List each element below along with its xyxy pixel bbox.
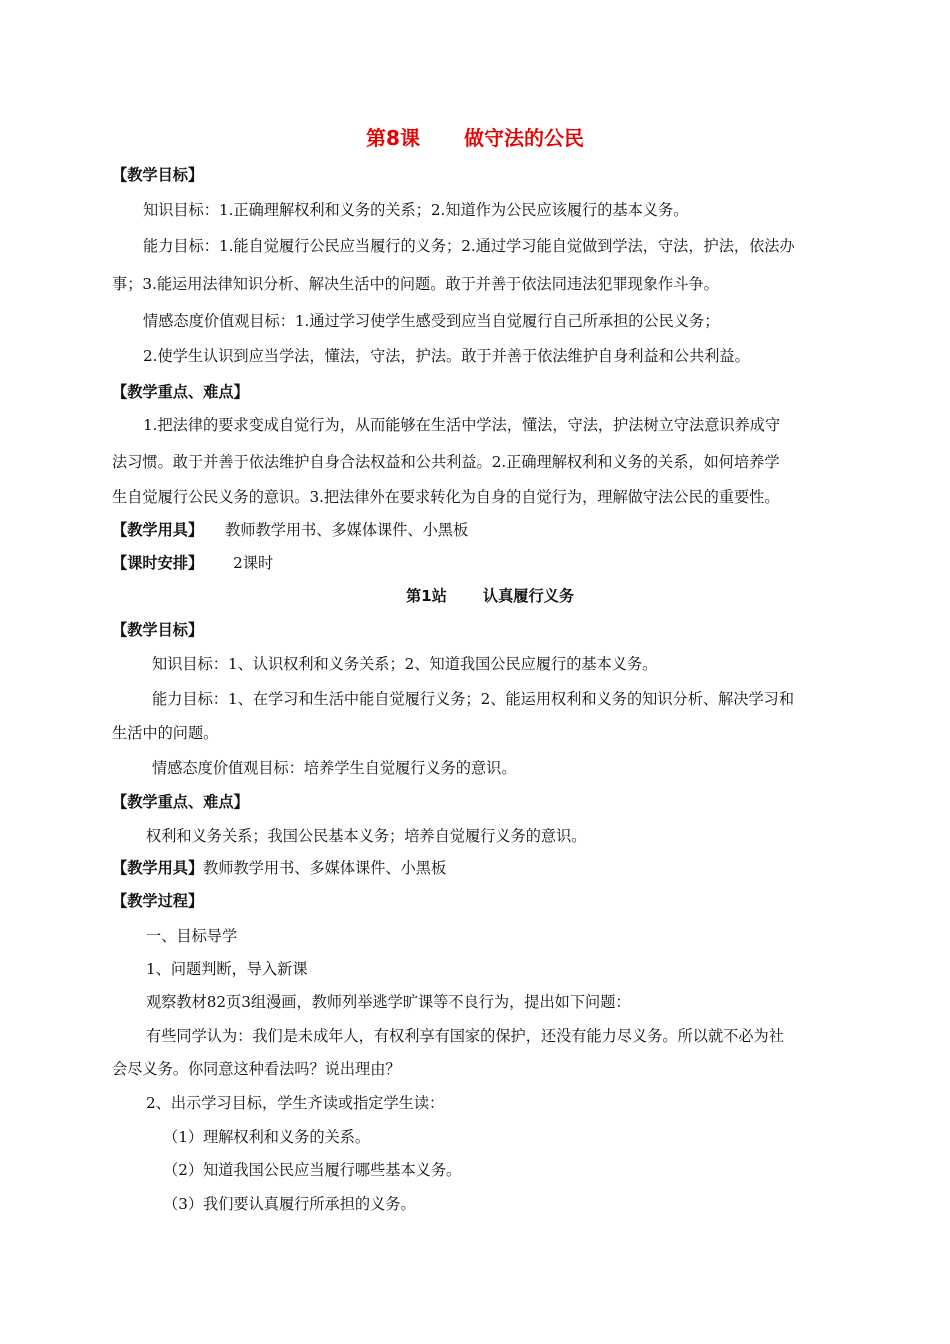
station-heading-process: 【教学过程】 [112, 892, 204, 910]
lesson-name: 做守法的公民 [463, 126, 584, 150]
section-heading-tools: 【教学用具】 [112, 521, 204, 539]
question-line-1: 有些同学认为：我们是未成年人，有权利享有国家的保护，还没有能力尽义务。所以就不必为社 [146, 1027, 784, 1045]
station-heading-key-points: 【教学重点、难点】 [112, 793, 249, 811]
station-heading-goals: 【教学目标】 [112, 621, 204, 639]
section-heading-key-points: 【教学重点、难点】 [112, 383, 249, 401]
station-name: 认真履行义务 [482, 587, 575, 605]
learning-goal-3: （3）我们要认真履行所承担的义务。 [163, 1195, 416, 1213]
tools-row [112, 520, 468, 540]
schedule-row [112, 553, 273, 573]
learning-goal-2: （2）知道我国公民应当履行哪些基本义务。 [163, 1161, 462, 1179]
question-line-2: 会尽义务。你同意这种看法吗？说出理由？ [112, 1060, 401, 1078]
key-points-line-2: 法习惯。敢于并善于依法维护自身合法权益和公共利益。2.正确理解权利和义务的关系，如何培养学 [112, 453, 780, 471]
station-ability-goal-line-1: 能力目标：1、在学习和生活中能自觉履行义务；2、能运用权利和义务的知识分析、解决学习和 [152, 690, 795, 708]
section-heading-goals: 【教学目标】 [112, 166, 204, 184]
station-heading [0, 586, 950, 606]
schedule-text: 2课时 [233, 554, 274, 572]
process-step-1-2: 2、出示学习目标，学生齐读或指定学生读： [146, 1094, 445, 1112]
station-label: 第1站 [405, 587, 447, 605]
ability-goal-line-1: 能力目标：1.能自觉履行公民应当履行的义务；2.通过学习能自觉做到学法，守法，护法，依法办 [143, 237, 795, 255]
station-emotion-goal: 情感态度价值观目标：培养学生自觉履行义务的意识。 [152, 759, 517, 777]
section-heading-schedule: 【课时安排】 [112, 554, 204, 572]
emotion-goal-line-1: 情感态度价值观目标：1.通过学习使学生感受到应当自觉履行自己所承担的公民义务； [143, 312, 720, 330]
key-points-line-3: 生自觉履行公民义务的意识。3.把法律外在要求转化为自身的自觉行为，理解做守法公民的重要性。 [112, 488, 780, 506]
lesson-number: 第8课 [366, 126, 420, 150]
station-heading-tools: 【教学用具】 [112, 859, 204, 877]
lesson-title [0, 125, 950, 151]
learning-goal-1: （1）理解权利和义务的关系。 [163, 1128, 371, 1146]
observe-text: 观察教材82页3组漫画，教师列举逃学旷课等不良行为，提出如下问题： [146, 993, 631, 1011]
knowledge-goal: 知识目标：1.正确理解权利和义务的关系；2.知道作为公民应该履行的基本义务。 [143, 201, 689, 219]
station-tools-text: 教师教学用书、多媒体课件、小黑板 [203, 859, 447, 877]
process-step-1-1: 1、问题判断，导入新课 [146, 960, 308, 978]
station-knowledge-goal: 知识目标：1、认识权利和义务关系；2、知道我国公民应履行的基本义务。 [152, 655, 658, 673]
station-ability-goal-line-2: 生活中的问题。 [112, 724, 219, 742]
ability-goal-line-2: 事；3.能运用法律知识分析、解决生活中的问题。敢于并善于依法同违法犯罪现象作斗争。 [112, 275, 719, 293]
station-key-points: 权利和义务关系；我国公民基本义务；培养自觉履行义务的意识。 [146, 827, 587, 845]
key-points-line-1: 1.把法律的要求变成自觉行为，从而能够在生活中学法，懂法，守法，护法树立守法意识养成守 [143, 416, 781, 434]
emotion-goal-line-2: 2.使学生认识到应当学法，懂法，守法，护法。敢于并善于依法维护自身利益和公共利益。 [143, 347, 750, 365]
tools-text: 教师教学用书、多媒体课件、小黑板 [225, 521, 469, 539]
station-tools-row [112, 858, 446, 878]
process-step-1: 一、目标导学 [146, 927, 238, 945]
